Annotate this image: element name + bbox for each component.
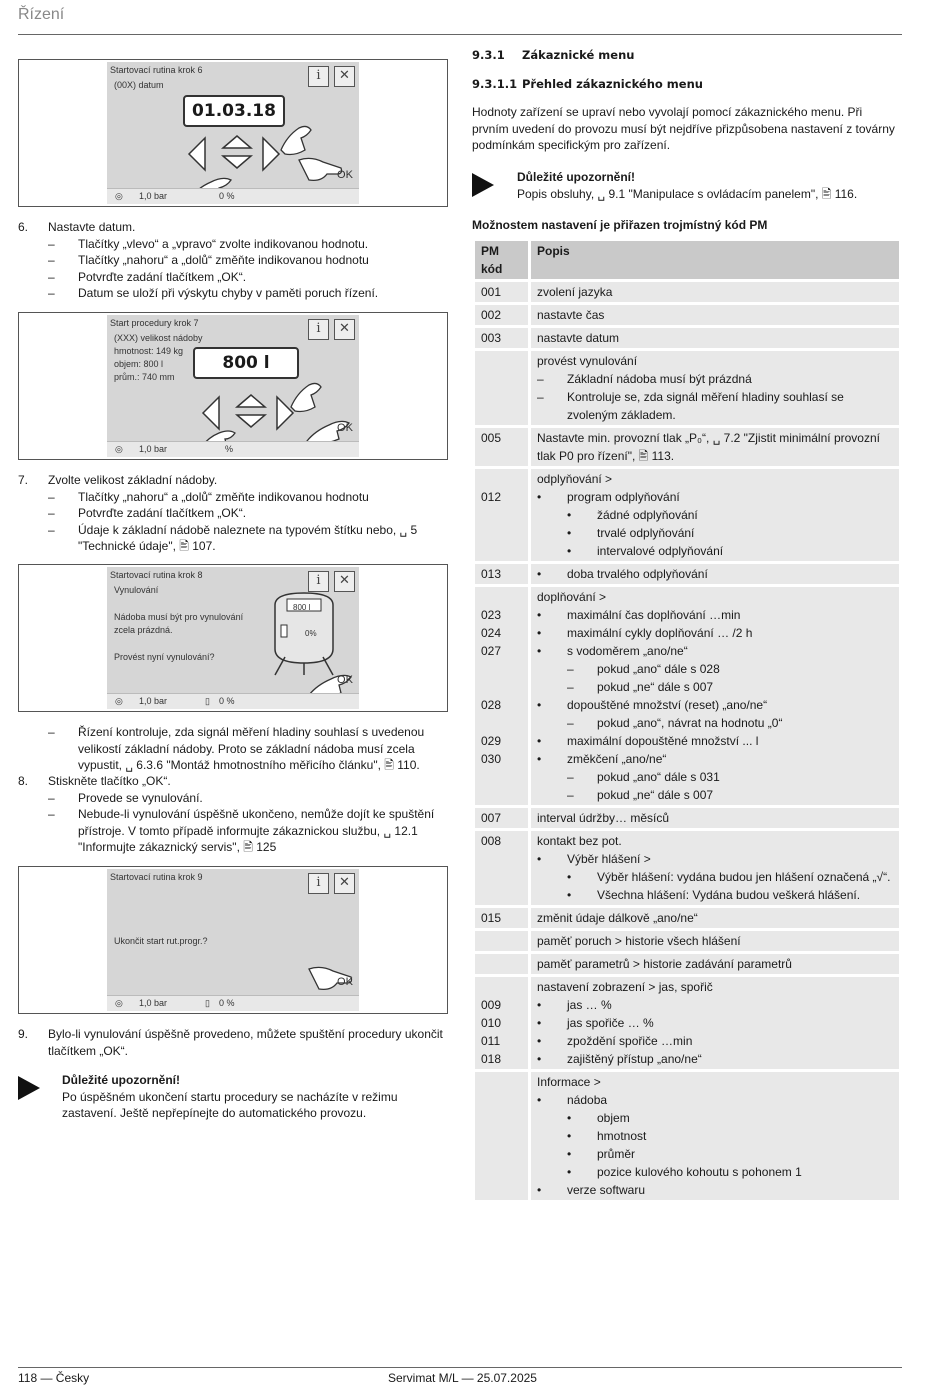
description-cell xyxy=(531,282,899,302)
pm-code-cell xyxy=(475,808,531,828)
description-line: zvolení jazyka xyxy=(537,285,613,299)
description-line: – pokud „ne“ dále s 007 xyxy=(537,786,893,804)
description-cell xyxy=(531,305,899,325)
screen-figure-step8 xyxy=(18,564,448,712)
pm-code xyxy=(481,660,522,678)
pm-code-cell xyxy=(475,351,531,425)
table-row xyxy=(475,931,899,951)
section-number: 9.3.1.1 xyxy=(472,77,518,91)
note-title: Důležité upozornění! xyxy=(62,1073,180,1087)
description-line: • žádné odplyňování xyxy=(537,506,893,524)
table-caption: Možnostem nastavení je přiřazen trojmístný kód PM xyxy=(472,218,768,232)
description-line: Informace > xyxy=(537,1075,601,1089)
info-icon: i xyxy=(308,571,329,592)
pm-code-cell xyxy=(475,328,531,348)
screen-title: Startovací rutina krok 8 xyxy=(110,570,203,580)
close-icon: ✕ xyxy=(334,571,355,592)
screen-status-bar xyxy=(107,995,359,1011)
screen-message: zcela prázdná. xyxy=(114,625,173,635)
info-icon: i xyxy=(308,319,329,340)
description-line: provést vynulování xyxy=(537,354,638,368)
pm-code-cell xyxy=(475,954,531,974)
step-9 xyxy=(18,1026,450,1059)
description-line: • hmotnost xyxy=(537,1127,893,1145)
pm-code xyxy=(481,588,522,606)
document-info: Servimat M/L — 25.07.2025 xyxy=(388,1371,537,1385)
table-row xyxy=(475,587,899,805)
description-line: • maximální dopouštěné množství ... l xyxy=(537,732,893,750)
step-item: – Tlačítky „vlevo“ a „vpravo“ zvolte indikovanou hodnotu. xyxy=(18,236,450,253)
ok-button: OK xyxy=(337,674,353,686)
step-number: 6. xyxy=(18,220,29,234)
description-line: • Všechna hlášení: Vydána budou veškerá hlášení. xyxy=(537,886,893,904)
pm-code xyxy=(481,786,522,804)
section-title: Přehled zákaznického menu xyxy=(522,77,703,91)
step-item: – Řízení kontroluje, zda signál měření hladiny souhlasí s uvedenou velikostí základní nádoby. Proto se základní nádoba musí zcela vypustit, ␣ 6.3.6 "Montáž hmotnostního měřicího článku", 🖹 110. xyxy=(18,724,450,774)
pressure-value: 1,0 bar xyxy=(139,696,168,706)
step-text: Zvolte velikost základní nádoby. xyxy=(48,473,218,487)
note-text: Popis obsluhy, ␣ 9.1 "Manipulace s ovládacím panelem", 🖹 116. xyxy=(517,186,858,201)
step-item: – Provede se vynulování. xyxy=(18,790,450,807)
description-line: • Výběr hlášení: vydána budou jen hlášení označená „√“. xyxy=(537,868,893,886)
ok-button: OK xyxy=(337,169,353,181)
fill-percent: % xyxy=(225,444,234,454)
table-row xyxy=(475,469,899,561)
description-line: • trvalé odplyňování xyxy=(537,524,893,542)
table-row xyxy=(475,428,899,466)
description-line: • změkčení „ano/ne“ xyxy=(537,750,893,768)
description-line: • objem xyxy=(537,1109,893,1127)
screen-question: Ukončit start rut.progr.? xyxy=(114,936,208,946)
screen-subtitle: (00X) datum xyxy=(114,80,164,90)
gauge-icon: ◎ xyxy=(115,998,123,1008)
description-line: • jas spořiče … % xyxy=(537,1014,893,1032)
description-line: kontakt bez pot. xyxy=(537,834,622,848)
tank-percent: 0% xyxy=(305,629,317,638)
description-line: – pokud „ano“ dále s 031 xyxy=(537,768,893,786)
description-cell xyxy=(531,908,899,928)
pm-code: 007 xyxy=(481,811,502,825)
table-row xyxy=(475,977,899,1069)
note-title: Důležité upozornění! xyxy=(517,170,635,184)
pm-code xyxy=(481,714,522,732)
description-line: nastavte datum xyxy=(537,331,620,345)
device-screen xyxy=(107,567,359,709)
header-divider xyxy=(18,34,902,35)
pm-code-cell xyxy=(475,428,531,466)
important-note xyxy=(18,1072,450,1122)
description-line: – Kontroluje se, zda signál měření hladiny souhlasí se zvoleným základem. xyxy=(537,388,893,424)
table-row xyxy=(475,564,899,584)
fill-percent: 0 % xyxy=(219,998,235,1008)
pm-code-cell xyxy=(475,282,531,302)
table-row xyxy=(475,328,899,348)
description-line: odplyňování > xyxy=(537,472,613,486)
pm-code: 015 xyxy=(481,911,502,925)
description-line: nastavte čas xyxy=(537,308,605,322)
pm-code-cell xyxy=(475,831,531,905)
screen-title: Start procedury krok 7 xyxy=(110,318,199,328)
pm-code-cell xyxy=(475,564,531,584)
description-line: – pokud „ano“ dále s 028 xyxy=(537,660,893,678)
screen-status-bar xyxy=(107,693,359,709)
description-line: • pozice kulového kohoutu s pohonem 1 xyxy=(537,1163,893,1181)
subsection-heading xyxy=(472,77,703,91)
description-cell xyxy=(531,469,899,561)
description-line: paměť poruch > historie všech hlášení xyxy=(537,934,741,948)
description-line: Nastavte min. provozní tlak „P₀“, ␣ 7.2 "Zjistit minimální provozní tlak P0 pro řízení", 🖹 113. xyxy=(537,431,880,463)
description-cell xyxy=(531,564,899,584)
device-screen xyxy=(107,315,359,457)
tank-size-value-box: 800 l xyxy=(193,347,299,379)
pm-code: 012 xyxy=(481,490,502,504)
step-number: 8. xyxy=(18,774,29,788)
pm-code-cell xyxy=(475,1072,531,1200)
pm-code xyxy=(481,678,522,696)
description-line: • maximální čas doplňování …min xyxy=(537,606,893,624)
screen-status-bar xyxy=(107,188,359,204)
table-row xyxy=(475,1072,899,1200)
intro-paragraph: Hodnoty zařízení se upraví nebo vyvolají pomocí zákaznického menu. Při prvním uvedení do provozu musí být nejdříve přizpůsobena nastavení z továrny podmínkám specifickým pro zařízení. xyxy=(472,105,895,153)
description-cell xyxy=(531,328,899,348)
pm-code-cell xyxy=(475,931,531,951)
pm-code xyxy=(481,470,522,488)
description-line: • Výběr hlášení > xyxy=(537,850,893,868)
description-cell xyxy=(531,428,899,466)
pm-code: 013 xyxy=(481,567,502,581)
warning-triangle-icon xyxy=(472,173,494,197)
tank-volume: objem: 800 l xyxy=(114,359,164,369)
screen-figure-step9 xyxy=(18,866,448,1014)
description-line: – pokud „ne“ dále s 007 xyxy=(537,678,893,696)
footer-divider xyxy=(18,1367,902,1368)
description-line: paměť parametrů > historie zadávání parametrů xyxy=(537,957,792,971)
description-line: nastavení zobrazení > jas, spořič xyxy=(537,980,713,994)
page-header-title: Řízení xyxy=(18,6,65,23)
pm-code: 002 xyxy=(481,308,502,322)
pm-code: 027 xyxy=(481,644,502,658)
description-cell xyxy=(531,808,899,828)
description-cell xyxy=(531,954,899,974)
pm-code xyxy=(481,768,522,786)
page-number: 118 — Česky xyxy=(18,1371,90,1385)
description-line: • verze softwaru xyxy=(537,1181,893,1199)
pm-code-cell xyxy=(475,908,531,928)
description-line: interval údržby… měsíců xyxy=(537,811,670,825)
fill-percent: 0 % xyxy=(219,696,235,706)
description-line: • jas … % xyxy=(537,996,893,1014)
pm-code-cell xyxy=(475,587,531,805)
warning-triangle-icon xyxy=(18,1076,40,1100)
gauge-icon: ◎ xyxy=(115,696,123,706)
screen-figure-step7 xyxy=(18,312,448,460)
step-item: – Údaje k základní nádobě naleznete na typovém štítku nebo, ␣ 5 "Technické údaje", 🖹 107. xyxy=(18,522,450,555)
step-7-note xyxy=(18,724,450,774)
pressure-value: 1,0 bar xyxy=(139,998,168,1008)
pm-code-cell xyxy=(475,977,531,1069)
table-row xyxy=(475,305,899,325)
pressure-value: 1,0 bar xyxy=(139,444,168,454)
screen-status-bar xyxy=(107,441,359,457)
close-icon: ✕ xyxy=(334,66,355,87)
screen-subtitle: (XXX) velikost nádoby xyxy=(114,333,203,343)
pm-code: 003 xyxy=(481,331,502,345)
close-icon: ✕ xyxy=(334,873,355,894)
description-line: • nádoba xyxy=(537,1091,893,1109)
step-text: Stiskněte tlačítko „OK“. xyxy=(48,774,171,788)
device-screen xyxy=(107,62,359,204)
column-header: Popis xyxy=(531,241,899,279)
step-text: Nastavte datum. xyxy=(48,220,136,234)
screen-message: Nádoba musí být pro vynulování xyxy=(114,612,244,622)
info-icon: i xyxy=(308,66,329,87)
description-line: – pokud „ano“, návrat na hodnotu „0“ xyxy=(537,714,893,732)
date-value-box: 01.03.18 xyxy=(183,95,285,127)
pm-code: 010 xyxy=(481,1016,502,1030)
section-heading xyxy=(472,48,634,62)
description-line: – Základní nádoba musí být prázdná xyxy=(537,370,893,388)
close-icon: ✕ xyxy=(334,319,355,340)
screen-title: Startovací rutina krok 6 xyxy=(110,65,203,75)
description-cell xyxy=(531,831,899,905)
section-number: 9.3.1 xyxy=(472,48,505,62)
table-row xyxy=(475,282,899,302)
tank-weight: hmotnost: 149 kg xyxy=(114,346,184,356)
description-cell xyxy=(531,977,899,1069)
tank-diameter: prům.: 740 mm xyxy=(114,372,175,382)
step-7 xyxy=(18,472,450,555)
pm-code: 023 xyxy=(481,608,502,622)
section-title: Zákaznické menu xyxy=(522,48,635,62)
pm-code-cell xyxy=(475,305,531,325)
pointing-hand-icon xyxy=(287,377,327,417)
table-row xyxy=(475,908,899,928)
pm-code: 001 xyxy=(481,285,502,299)
step-item: – Potvrďte zadání tlačítkem „OK“. xyxy=(18,269,450,286)
important-note xyxy=(472,169,902,202)
description-line: • zajištěný přístup „ano/ne“ xyxy=(537,1050,893,1068)
gauge-icon: ◎ xyxy=(115,444,123,454)
description-cell xyxy=(531,931,899,951)
step-item: – Potvrďte zadání tlačítkem „OK“. xyxy=(18,505,450,522)
step-item: – Tlačítky „nahoru“ a „dolů“ změňte indikovanou hodnotu xyxy=(18,489,450,506)
note-text: Po úspěšném ukončení startu procedury se nacházíte v režimu zastavení. Ještě nepřepínejte do automatického provozu. xyxy=(62,1089,398,1121)
description-cell xyxy=(531,1072,899,1200)
device-screen xyxy=(107,869,359,1011)
pm-code: 005 xyxy=(481,431,502,445)
table-row xyxy=(475,831,899,905)
description-line: • s vodoměrem „ano/ne“ xyxy=(537,642,893,660)
step-6 xyxy=(18,219,450,302)
step-item: – Tlačítky „nahoru“ a „dolů“ změňte indikovanou hodnotu xyxy=(18,252,450,269)
screen-question: Provést nyní vynulování? xyxy=(114,652,215,662)
description-line: • průměr xyxy=(537,1145,893,1163)
pm-code xyxy=(481,978,522,996)
table-row xyxy=(475,808,899,828)
ok-button: OK xyxy=(337,976,353,988)
description-cell xyxy=(531,351,899,425)
pm-code: 028 xyxy=(481,698,502,712)
column-header: PM kód xyxy=(475,241,531,279)
step-text: Bylo-li vynulování úspěšně provedeno, můžete spuštění procedury ukončit tlačítkem „OK“. xyxy=(48,1027,443,1058)
step-number: 9. xyxy=(18,1027,29,1041)
battery-icon: ▯ xyxy=(205,696,210,706)
pm-code: 018 xyxy=(481,1052,502,1066)
description-line: • maximální cykly doplňování … /2 h xyxy=(537,624,893,642)
step-item: – Datum se uloží při výskytu chyby v paměti poruch řízení. xyxy=(18,285,450,302)
pm-code: 008 xyxy=(481,834,502,848)
table-row xyxy=(475,351,899,425)
table-header-row xyxy=(475,241,899,279)
table-row xyxy=(475,954,899,974)
pm-code: 030 xyxy=(481,752,502,766)
screen-title: Startovací rutina krok 9 xyxy=(110,872,203,882)
step-item: – Nebude-li vynulování úspěšně ukončeno, nemůže dojít ke spuštění přístroje. V tomto případě informujte zákaznickou službu, ␣ 12.1 "Informujte zákaznický servis", 🖹 125 xyxy=(18,806,450,856)
battery-icon: ▯ xyxy=(205,998,210,1008)
description-line: • doba trvalého odplyňování xyxy=(537,565,893,583)
description-line: • dopouštěné množství (reset) „ano/ne“ xyxy=(537,696,893,714)
tank-value: 800 l xyxy=(293,603,311,612)
pm-code-table xyxy=(475,238,899,1203)
description-line: • zpoždění spořiče …min xyxy=(537,1032,893,1050)
description-line: • intervalové odplyňování xyxy=(537,542,893,560)
description-line: • program odplyňování xyxy=(537,488,893,506)
description-line: změnit údaje dálkově „ano/ne“ xyxy=(537,911,698,925)
ok-button: OK xyxy=(337,422,353,434)
description-cell xyxy=(531,587,899,805)
pm-code: 009 xyxy=(481,998,502,1012)
description-line: doplňování > xyxy=(537,590,607,604)
pm-code: 024 xyxy=(481,626,502,640)
pm-code: 029 xyxy=(481,734,502,748)
step-number: 7. xyxy=(18,473,29,487)
pm-code: 011 xyxy=(481,1034,501,1048)
pressure-value: 1,0 bar xyxy=(139,191,168,201)
gauge-icon: ◎ xyxy=(115,191,123,201)
step-8 xyxy=(18,773,450,856)
fill-percent: 0 % xyxy=(219,191,235,201)
screen-subtitle: Vynulování xyxy=(114,585,159,595)
pm-code-cell xyxy=(475,469,531,561)
screen-figure-step6 xyxy=(18,59,448,207)
info-icon: i xyxy=(308,873,329,894)
